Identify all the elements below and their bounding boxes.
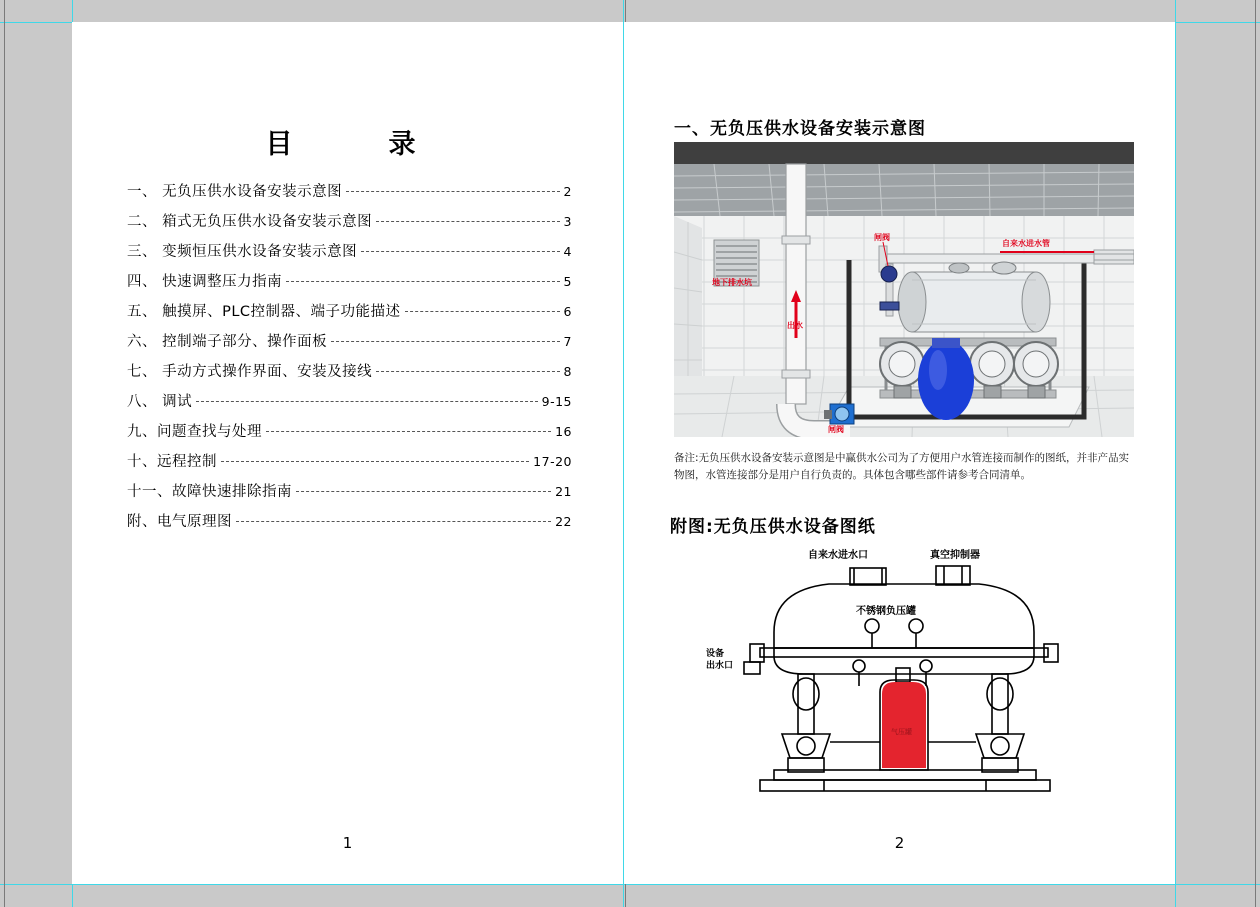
page-title: 目 录 — [265, 129, 430, 160]
toc-row[interactable] — [127, 360, 572, 390]
toc-label: 一、 无负压供水设备安装示意图 — [127, 184, 343, 200]
toc-page-number: 22 — [555, 514, 572, 529]
toc-leader — [346, 190, 559, 192]
drawing-label-inlet: 自来水进水口 — [808, 550, 868, 561]
toc-leader — [196, 400, 538, 402]
toc-label: 四、 快速调整压力指南 — [127, 274, 283, 290]
guide-horizontal-bottom — [0, 884, 1260, 885]
toc-row[interactable] — [127, 210, 572, 240]
toc-row[interactable] — [127, 420, 572, 450]
toc-leader — [376, 220, 559, 222]
guide-edge-right — [1255, 0, 1256, 907]
toc-page-number: 3 — [563, 214, 572, 229]
toc-leader — [405, 310, 560, 312]
toc-label: 附、电气原理图 — [127, 514, 232, 530]
drawing-label-vacuum-suppressor: 真空抑制器 — [930, 550, 980, 561]
toc-row[interactable] — [127, 270, 572, 300]
section-heading-2: 附图:无负压供水设备图纸 — [670, 517, 876, 537]
drawing-label-outlet-line2: 出水口 — [706, 661, 734, 671]
toc-label: 九、问题查找与处理 — [127, 424, 262, 440]
toc-label: 十、远程控制 — [127, 454, 217, 470]
toc-row[interactable] — [127, 390, 572, 420]
diagram-note: 备注:无负压供水设备安装示意图是中赢供水公司为了方便用户水管连接而制作的图纸，并非产品实物图，水管连接部分是用户自行负责的。具体包含哪些部件请参考合同清单。 — [674, 452, 1130, 481]
toc-row[interactable] — [127, 510, 572, 540]
photo-label-outlet: 出水 — [787, 321, 803, 330]
toc-page-number: 2 — [563, 184, 572, 199]
section-heading-1: 一、无负压供水设备安装示意图 — [674, 119, 926, 139]
page-number-left: 1 — [342, 834, 353, 852]
toc-leader — [266, 430, 551, 432]
toc-page-number: 9-15 — [541, 394, 572, 409]
toc-label: 三、 变频恒压供水设备安装示意图 — [127, 244, 358, 260]
toc-label: 五、 触摸屏、PLC控制器、端子功能描述 — [127, 304, 401, 320]
photo-label-tap-water-inlet: 自来水进水管 — [1002, 239, 1050, 248]
toc-page-number: 6 — [563, 304, 572, 319]
toc-label: 六、 控制端子部分、操作面板 — [127, 334, 328, 350]
toc-row[interactable] — [127, 240, 572, 270]
drawing-label-pressure-tank: 气压罐 — [891, 728, 912, 736]
toc-leader — [236, 520, 551, 522]
toc-row[interactable] — [127, 330, 572, 360]
guide-vertical-right-margin — [1175, 0, 1176, 907]
toc-page-number: 21 — [555, 484, 572, 499]
page-right — [624, 22, 1175, 884]
installation-diagram-photo — [674, 142, 1134, 437]
toc-row[interactable] — [127, 180, 572, 210]
toc-leader — [331, 340, 559, 342]
page-left — [72, 22, 623, 884]
table-of-contents — [127, 180, 572, 540]
toc-row[interactable] — [127, 300, 572, 330]
toc-page-number: 16 — [555, 424, 572, 439]
toc-label: 八、 调试 — [127, 394, 193, 410]
toc-page-number: 17-20 — [533, 454, 572, 469]
toc-page-number: 4 — [563, 244, 572, 259]
toc-page-number: 5 — [563, 274, 572, 289]
toc-row[interactable] — [127, 480, 572, 510]
photo-label-valve-top: 闸阀 — [874, 233, 890, 242]
page-number-right: 2 — [894, 834, 905, 852]
toc-row[interactable] — [127, 450, 572, 480]
toc-leader — [221, 460, 529, 462]
toc-label: 七、 手动方式操作界面、安装及接线 — [127, 364, 373, 380]
equipment-line-drawing — [704, 544, 1104, 814]
toc-leader — [361, 250, 559, 252]
toc-leader — [296, 490, 551, 492]
photo-label-valve-bottom: 闸阀 — [828, 425, 844, 434]
toc-leader — [376, 370, 559, 372]
toc-page-number: 8 — [563, 364, 572, 379]
toc-label: 十一、故障快速排除指南 — [127, 484, 292, 500]
photo-label-drain-pit: 地下排水坑 — [712, 278, 752, 287]
toc-page-number: 7 — [563, 334, 572, 349]
guide-edge-left — [4, 0, 5, 907]
toc-label: 二、 箱式无负压供水设备安装示意图 — [127, 214, 373, 230]
drawing-label-outlet-line1: 设备 — [706, 649, 725, 659]
toc-leader — [286, 280, 559, 282]
drawing-label-tank: 不锈钢负压罐 — [856, 606, 916, 617]
